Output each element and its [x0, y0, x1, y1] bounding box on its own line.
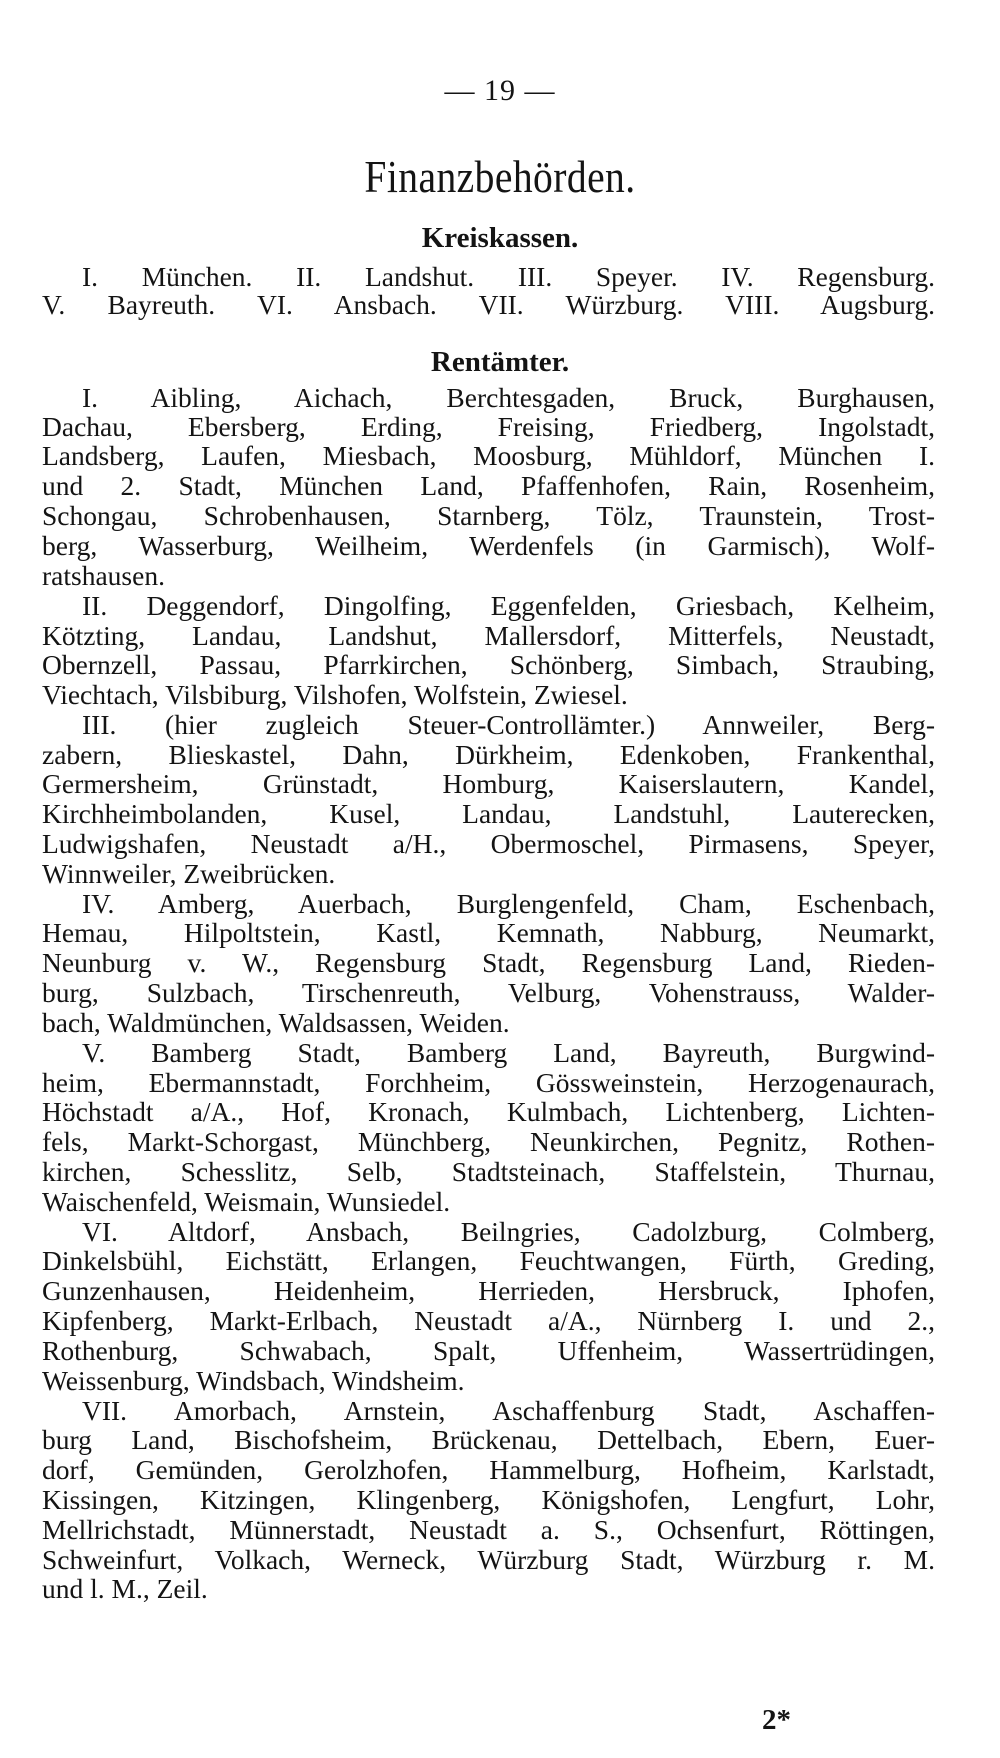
rentamt-line: I. Aibling, Aichach, Berchtesgaden, Bruck, Burghausen,: [82, 382, 935, 413]
kreiskassen-line: I. München. II. Landshut. III. Speyer. IV. Regensburg.: [82, 261, 935, 292]
page-number: — 19 —: [444, 74, 556, 107]
rentamt-line: und l. M., Zeil.: [42, 1573, 208, 1604]
rentamt-line: Hemau, Hilpoltstein, Kastl, Kemnath, Nabburg, Neumarkt,: [42, 917, 935, 948]
kreiskassen-line: V. Bayreuth. VI. Ansbach. VII. Würzburg. VIII. Augsburg.: [42, 289, 935, 320]
rentamt-line: Weissenburg, Windsbach, Windsheim.: [42, 1365, 465, 1396]
rentamt-line: V. Bamberg Stadt, Bamberg Land, Bayreuth, Burgwind-: [82, 1037, 935, 1068]
rentamt-line: Neunburg v. W., Regensburg Stadt, Regensburg Land, Rieden-: [42, 947, 935, 978]
rentamt-line: Landsberg, Laufen, Miesbach, Moosburg, Mühldorf, München I.: [42, 440, 935, 471]
rentamt-line: Mellrichstadt, Münnerstadt, Neustadt a. S., Ochsenfurt, Röttingen,: [42, 1514, 935, 1545]
rentamt-line: Schongau, Schrobenhausen, Starnberg, Tölz, Traunstein, Trost-: [42, 500, 935, 531]
rentamt-line: Kipfenberg, Markt-Erlbach, Neustadt a/A., Nürnberg I. und 2.,: [42, 1305, 935, 1336]
rentamt-line: Höchstadt a/A., Hof, Kronach, Kulmbach, Lichtenberg, Lichten-: [42, 1096, 935, 1127]
rentamt-line: VI. Altdorf, Ansbach, Beilngries, Cadolzburg, Colmberg,: [82, 1216, 935, 1247]
rentamt-line: Kissingen, Kitzingen, Klingenberg, Königshofen, Lengfurt, Lohr,: [42, 1484, 935, 1515]
rentamt-line: Germersheim, Grünstadt, Homburg, Kaiserslautern, Kandel,: [42, 768, 935, 799]
rentamt-line: Dinkelsbühl, Eichstätt, Erlangen, Feuchtwangen, Fürth, Greding,: [42, 1245, 935, 1276]
rentamt-line: Schweinfurt, Volkach, Werneck, Würzburg Stadt, Würzburg r. M.: [42, 1544, 935, 1575]
rentamt-line: Winnweiler, Zweibrücken.: [42, 858, 336, 889]
rentamt-line: ratshausen.: [42, 560, 165, 591]
rentamt-line: II. Deggendorf, Dingolfing, Eggenfelden, Griesbach, Kelheim,: [82, 590, 935, 621]
rentamt-line: burg, Sulzbach, Tirschenreuth, Velburg, Vohenstrauss, Walder-: [42, 977, 935, 1008]
rentamt-line: und 2. Stadt, München Land, Pfaffenhofen, Rain, Rosenheim,: [42, 470, 935, 501]
rentamt-line: heim, Ebermannstadt, Forchheim, Gössweinstein, Herzogenaurach,: [42, 1067, 935, 1098]
rentamt-line: Dachau, Ebersberg, Erding, Freising, Friedberg, Ingolstadt,: [42, 411, 935, 442]
rentamt-line: bach, Waldmünchen, Waldsassen, Weiden.: [42, 1007, 510, 1038]
rentamt-line: dorf, Gemünden, Gerolzhofen, Hammelburg, Hofheim, Karlstadt,: [42, 1454, 935, 1485]
rentamt-line: kirchen, Schesslitz, Selb, Stadtsteinach, Staffelstein, Thurnau,: [42, 1156, 935, 1187]
rentamt-line: burg Land, Bischofsheim, Brückenau, Dettelbach, Ebern, Euer-: [42, 1424, 935, 1455]
rentamt-line: Kötzting, Landau, Landshut, Mallersdorf, Mitterfels, Neustadt,: [42, 620, 935, 651]
section-heading-rentaemter: Rentämter.: [430, 346, 570, 378]
rentamt-line: Viechtach, Vilsbiburg, Vilshofen, Wolfstein, Zwiesel.: [42, 679, 628, 710]
rentamt-line: III. (hier zugleich Steuer-Controllämter.) Annweiler, Berg-: [82, 709, 935, 740]
rentamt-line: Gunzenhausen, Heidenheim, Herrieden, Hersbruck, Iphofen,: [42, 1275, 935, 1306]
page-title: Finanzbehörden.: [364, 151, 636, 202]
rentamt-line: IV. Amberg, Auerbach, Burglengenfeld, Cham, Eschenbach,: [82, 888, 935, 919]
section-heading-kreiskassen: Kreiskassen.: [421, 222, 579, 254]
rentamt-line: Obernzell, Passau, Pfarrkirchen, Schönberg, Simbach, Straubing,: [42, 649, 935, 680]
rentamt-line: zabern, Blieskastel, Dahn, Dürkheim, Edenkoben, Frankenthal,: [42, 739, 935, 770]
rentamt-line: berg, Wasserburg, Weilheim, Werdenfels (in Garmisch), Wolf-: [42, 530, 935, 561]
rentamt-line: fels, Markt-Schorgast, Münchberg, Neunkirchen, Pegnitz, Rothen-: [42, 1126, 935, 1157]
rentamt-line: VII. Amorbach, Arnstein, Aschaffenburg Stadt, Aschaffen-: [82, 1395, 935, 1426]
rentamt-line: Ludwigshafen, Neustadt a/H., Obermoschel, Pirmasens, Speyer,: [42, 828, 935, 859]
rentamt-line: Kirchheimbolanden, Kusel, Landau, Landstuhl, Lauterecken,: [42, 798, 935, 829]
signature-mark: 2*: [762, 1704, 791, 1736]
rentamt-line: Rothenburg, Schwabach, Spalt, Uffenheim, Wassertrüdingen,: [42, 1335, 935, 1366]
rentamt-line: Waischenfeld, Weismain, Wunsiedel.: [42, 1186, 451, 1217]
